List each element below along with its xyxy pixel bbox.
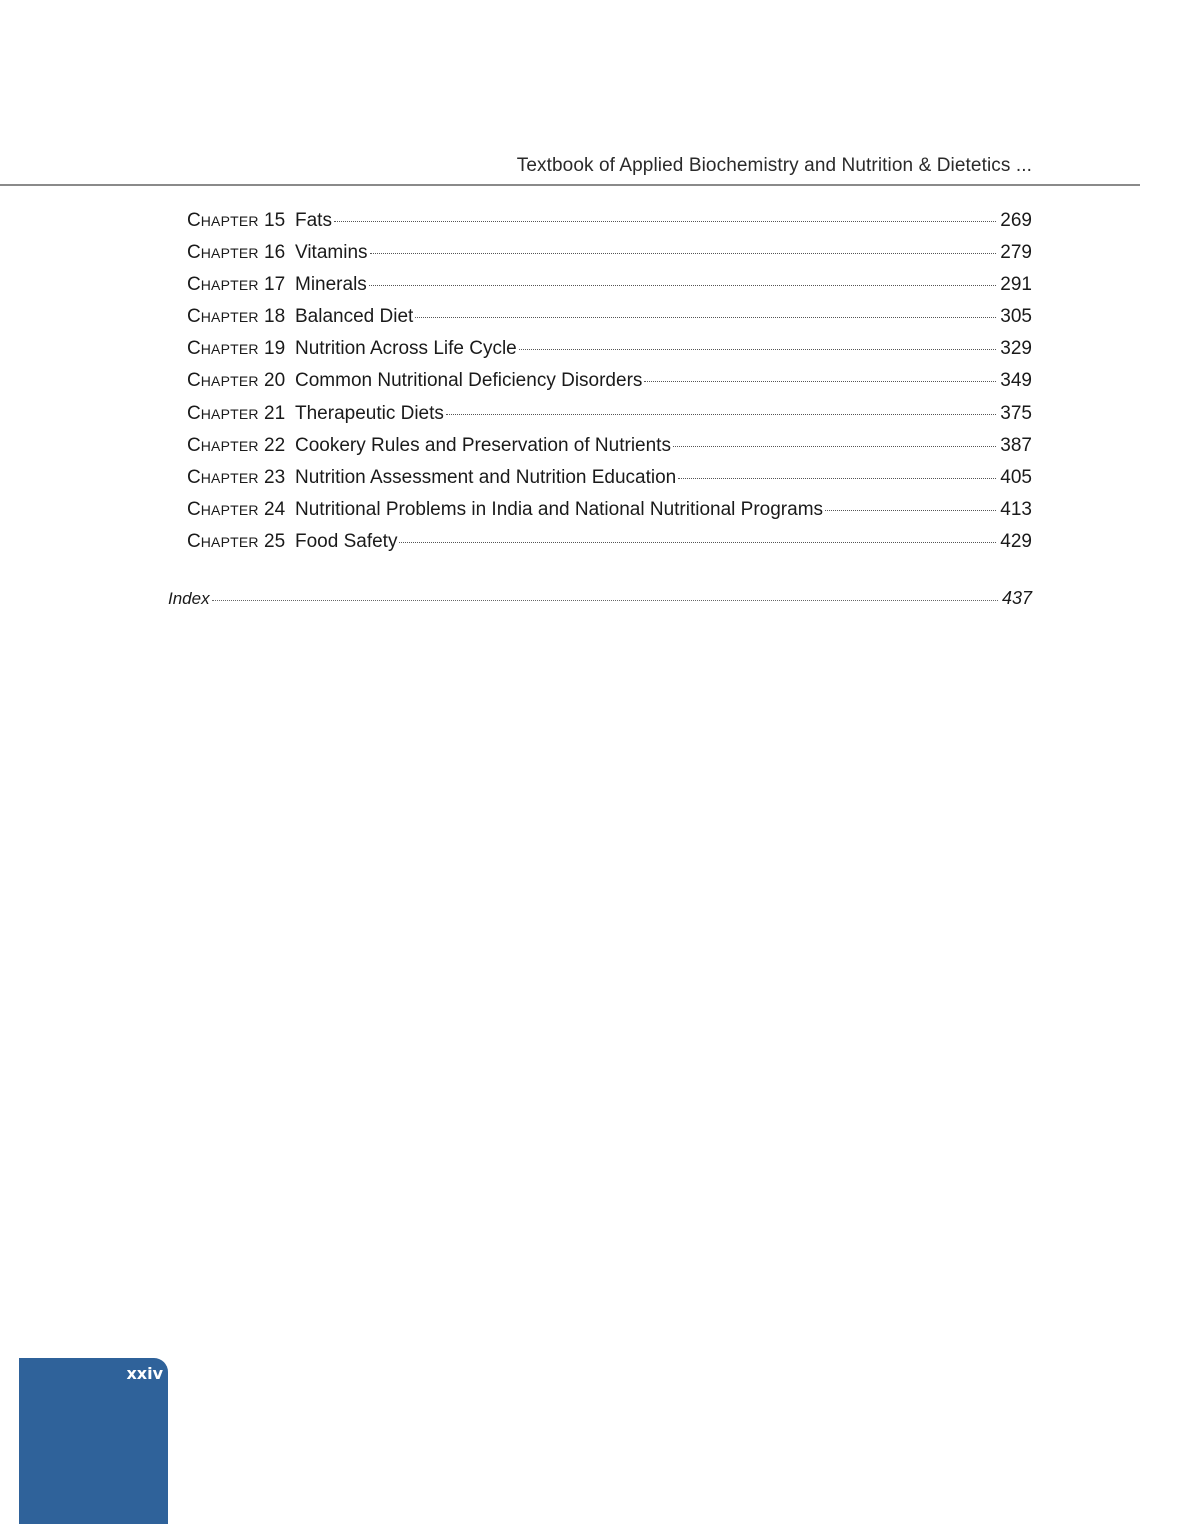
page-number: 375 [1000,402,1032,424]
chapter-title: Fats [295,210,332,231]
chapter-label-initial: C [187,434,201,456]
toc-entry-chapter-18[interactable] [187,306,1032,338]
chapter-label-rest: HAPTER [200,533,259,550]
dot-leader [673,446,996,447]
chapter-title: Vitamins [295,242,368,264]
chapter-number: 18 [264,306,286,328]
dot-leader [399,542,996,543]
chapter-title: Nutrition Across Life Cycle [295,338,517,360]
dot-leader [519,349,997,350]
chapter-label-initial: C [187,210,201,231]
chapter-number: 24 [264,498,286,520]
chapter-label-initial: C [187,498,201,520]
dot-leader [825,510,996,511]
chapter-label-rest: HAPTER [200,277,259,294]
chapter-label [187,210,295,232]
chapter-label-initial: C [187,242,201,264]
chapter-number: 19 [264,338,286,360]
chapter-title: Cookery Rules and Preservation of Nutrients [295,434,671,456]
chapter-label [187,403,295,425]
page-number: 349 [1000,370,1032,392]
chapter-label-rest: HAPTER [200,501,259,518]
chapter-label-initial: C [187,338,201,360]
chapter-title: Nutrition Assessment and Nutrition Education [295,466,677,488]
chapter-label-initial: C [187,466,201,488]
chapter-number: 15 [264,210,286,231]
dot-leader [446,414,996,415]
toc-entry-chapter-20[interactable] [187,370,1032,402]
chapter-label [187,274,295,296]
page-number: 269 [1000,210,1032,231]
chapter-label-initial: C [187,402,201,424]
page-number: 429 [1000,530,1032,552]
chapter-label [187,467,295,489]
dot-leader [369,285,996,286]
toc-entry-chapter-23[interactable] [187,467,1032,499]
chapter-label [187,306,295,328]
chapter-title: Minerals [295,274,367,296]
chapter-title: Common Nutritional Deficiency Disorders [295,370,643,392]
chapter-label-rest: HAPTER [200,469,259,486]
toc-entry-chapter-19[interactable] [187,338,1032,370]
toc-entry-chapter-16[interactable] [187,242,1032,274]
page-number: 387 [1000,434,1032,456]
chapter-label-rest: HAPTER [200,437,259,454]
dot-leader [678,478,996,479]
dot-leader [415,317,996,318]
toc-entry-chapter-15[interactable] [187,210,1032,242]
chapter-label [187,499,295,521]
chapter-number: 16 [264,242,286,264]
page-number: 279 [1000,242,1032,264]
chapter-label-initial: C [187,274,201,296]
chapter-label-rest: HAPTER [200,309,259,326]
chapter-label-rest: HAPTER [200,213,259,229]
chapter-number: 21 [264,402,286,424]
dot-leader [370,253,997,254]
chapter-number: 20 [264,370,286,392]
dot-leader [644,381,996,382]
page-number: 291 [1000,274,1032,296]
index-page-number: 437 [1001,588,1032,608]
dot-leader [212,600,998,601]
folio: xxiv [126,1364,163,1383]
index-label: Index [168,589,210,608]
chapter-title: Balanced Diet [295,306,414,328]
page-number-tab [19,1358,168,1524]
chapter-title: Food Safety [295,530,398,552]
page-number: 329 [1000,338,1032,360]
page-number: 305 [1000,306,1032,328]
toc-entry-index[interactable] [168,588,1032,609]
chapter-number: 22 [264,434,286,456]
chapter-number: 25 [264,530,286,552]
dot-leader [334,221,996,222]
toc-entry-chapter-21[interactable] [187,403,1032,435]
chapter-label [187,531,295,553]
chapter-label [187,370,295,392]
chapter-label [187,435,295,457]
chapter-label-initial: C [187,306,201,328]
chapter-label [187,338,295,360]
chapter-number: 23 [264,466,286,488]
chapter-title: Nutritional Problems in India and National Nutritional Programs [295,498,824,520]
chapter-label-rest: HAPTER [200,373,259,390]
toc-entry-chapter-22[interactable] [187,435,1032,467]
chapter-label-rest: HAPTER [200,405,259,422]
chapter-label-initial: C [187,370,201,392]
chapter-label-rest: HAPTER [200,245,259,262]
page-number: 405 [1000,466,1032,488]
page-number: 413 [1000,498,1032,520]
toc-entry-chapter-17[interactable] [187,274,1032,306]
header-rule [0,184,1140,186]
toc-entry-chapter-24[interactable] [187,499,1032,531]
table-of-contents [187,210,1032,563]
chapter-label-initial: C [187,530,201,552]
chapter-number: 17 [264,274,286,296]
toc-entry-chapter-25[interactable] [187,531,1032,563]
running-header: Textbook of Applied Biochemistry and Nutrition & Dietetics ... [516,155,1032,176]
chapter-label-rest: HAPTER [200,341,259,358]
chapter-label [187,242,295,264]
chapter-title: Therapeutic Diets [295,402,444,424]
